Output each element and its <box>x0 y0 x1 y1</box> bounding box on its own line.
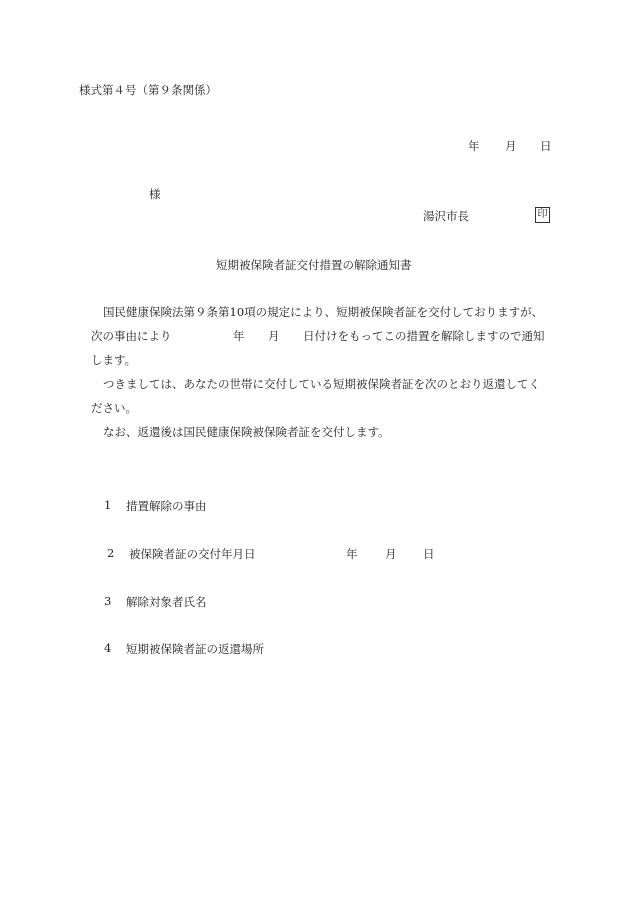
body-line-2-month: 月 <box>268 329 280 343</box>
date-day-label: 日 <box>540 139 552 153</box>
item-2-year: 年 <box>346 547 358 561</box>
body-line-4: つきましては、あなたの世帯に交付している短期被保険者証を次のとおり返還してく <box>103 377 540 391</box>
issuer-name: 湯沢市長 <box>423 209 469 223</box>
date-month-label: 月 <box>505 139 517 153</box>
item-2-number: 2 <box>107 546 115 560</box>
item-4-number: 4 <box>104 641 112 655</box>
body-line-6: なお、返還後は国民健康保険被保険者証を交付します。 <box>103 425 390 439</box>
addressee-honorific: 様 <box>149 187 161 201</box>
date-year-label: 年 <box>468 139 480 153</box>
item-1-number: 1 <box>104 498 112 512</box>
form-number: 様式第４号（第９条関係） <box>79 83 217 97</box>
body-line-2a: 次の事由により <box>91 329 172 343</box>
body-line-3: します。 <box>91 353 137 367</box>
item-3-number: 3 <box>104 594 112 608</box>
document-title: 短期被保険者証交付措置の解除通知書 <box>216 258 412 272</box>
body-line-1: 国民健康保険法第９条第10項の規定により、短期被保険者証を交付しておりますが、 <box>103 305 544 319</box>
body-line-2b: 日付けをもってこの措置を解除しますので通知 <box>303 329 545 343</box>
item-2-month: 月 <box>385 547 397 561</box>
item-2-day: 日 <box>423 547 435 561</box>
body-line-2-year: 年 <box>233 329 245 343</box>
item-1-label: 措置解除の事由 <box>126 499 207 513</box>
item-4-label: 短期被保険者証の返還場所 <box>126 642 264 656</box>
seal-stamp: 印 <box>535 207 550 223</box>
body-line-5: ださい。 <box>91 401 137 415</box>
item-3-label: 解除対象者氏名 <box>126 595 207 609</box>
item-2-label: 被保険者証の交付年月日 <box>129 547 256 561</box>
